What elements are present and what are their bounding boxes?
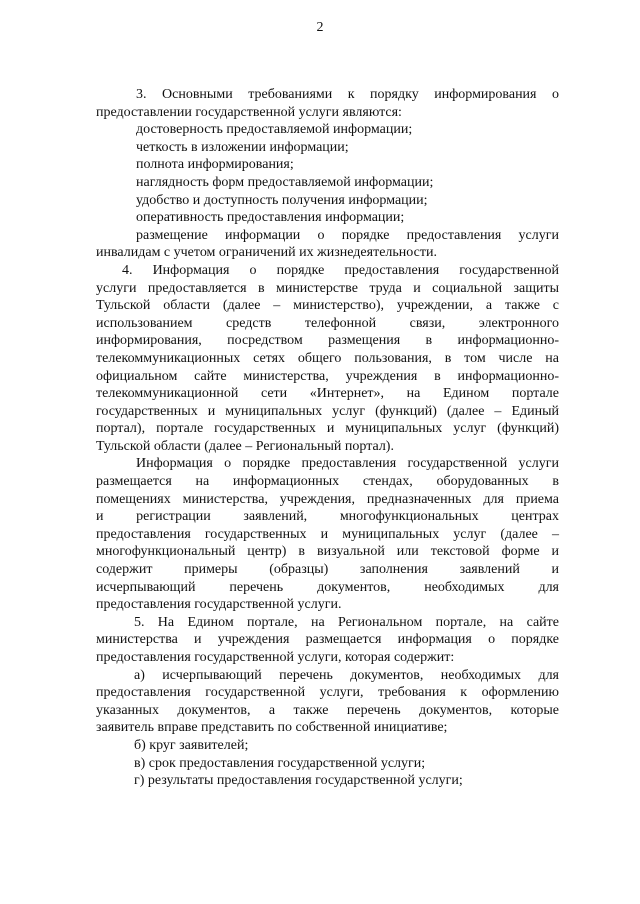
text-line: Тульской области (далее – министерство), учреждении, а также с xyxy=(96,298,559,314)
text-line: заявитель вправе представить по собственной инициативе; xyxy=(96,720,448,736)
text-line: размещается на информационных стендах, оборудованных в xyxy=(96,474,559,490)
document-body xyxy=(96,86,559,790)
text-line: телекоммуникационной сети «Интернет», на Едином портале xyxy=(96,386,559,402)
text-line: услуги предоставляется в министерстве труда и социальной защиты xyxy=(96,280,559,296)
text-line: многофункциональный центр) в визуальной или текстовой форме и xyxy=(96,544,559,560)
text-line: официальном сайте министерства, учреждения в информационно- xyxy=(96,368,559,384)
text-line: достоверность предоставляемой информации; xyxy=(136,122,413,138)
text-line: министерства и учреждения размещается информация о порядке xyxy=(96,632,559,648)
text-line: государственных и муниципальных услуг (функций) (далее – Единый xyxy=(96,403,559,419)
page-number: 2 xyxy=(316,20,324,35)
text-line: использованием средств телефонной связи, электронного xyxy=(96,315,559,331)
text-line: 4. Информация о порядке предоставления государственной xyxy=(122,262,559,278)
text-line: предоставления государственной услуги, которая содержит: xyxy=(96,650,455,665)
text-line: телекоммуникационных сетях общего пользования, в том числе на xyxy=(96,350,559,366)
text-line: предоставления государственных и муниципальных услуг (далее – xyxy=(96,526,559,542)
text-line: содержит примеры (образцы) заполнения заявлений и xyxy=(96,562,559,578)
text-line: наглядность форм предоставляемой информации; xyxy=(136,174,434,190)
text-line: полнота информирования; xyxy=(136,157,294,173)
text-line: исчерпывающий перечень документов, необходимых для xyxy=(96,579,559,595)
text-line: предоставления государственной услуги. xyxy=(96,597,342,613)
text-line: и регистрации заявлений, многофункциональных центрах xyxy=(96,509,559,525)
text-line: четкость в изложении информации; xyxy=(136,139,349,155)
text-line: информирования, посредством размещения в информационно- xyxy=(96,333,559,349)
text-line: предоставлении государственной услуги являются: xyxy=(96,104,402,120)
text-line: 3. Основными требованиями к порядку информирования о xyxy=(136,87,559,102)
text-line: портал), портале государственных и муниципальных услуг (функций) xyxy=(96,421,559,437)
text-line: указанных документов, а также перечень документов, которые xyxy=(96,702,559,718)
text-line: в) срок предоставления государственной услуги; xyxy=(134,755,426,771)
text-line: инвалидам с учетом ограничений их жизнедеятельности. xyxy=(96,245,437,261)
text-line: Информация о порядке предоставления государственной услуги xyxy=(136,456,559,472)
text-line: б) круг заявителей; xyxy=(134,737,249,753)
text-line: предоставления государственной услуги, требования к оформлению xyxy=(96,685,559,701)
text-line: 5. На Едином портале, на Региональном портале, на сайте xyxy=(134,614,559,630)
text-line: удобство и доступность получения информации; xyxy=(136,192,428,208)
text-line: размещение информации о порядке предоставления услуги xyxy=(136,227,559,243)
text-line: Тульской области (далее – Региональный портал). xyxy=(96,438,394,454)
text-line: г) результаты предоставления государственной услуги; xyxy=(134,773,463,789)
text-line: помещениях министерства, учреждения, предназначенных для приема xyxy=(96,491,559,507)
text-line: оперативность предоставления информации; xyxy=(136,210,405,226)
text-line: а) исчерпывающий перечень документов, необходимых для xyxy=(134,667,559,683)
